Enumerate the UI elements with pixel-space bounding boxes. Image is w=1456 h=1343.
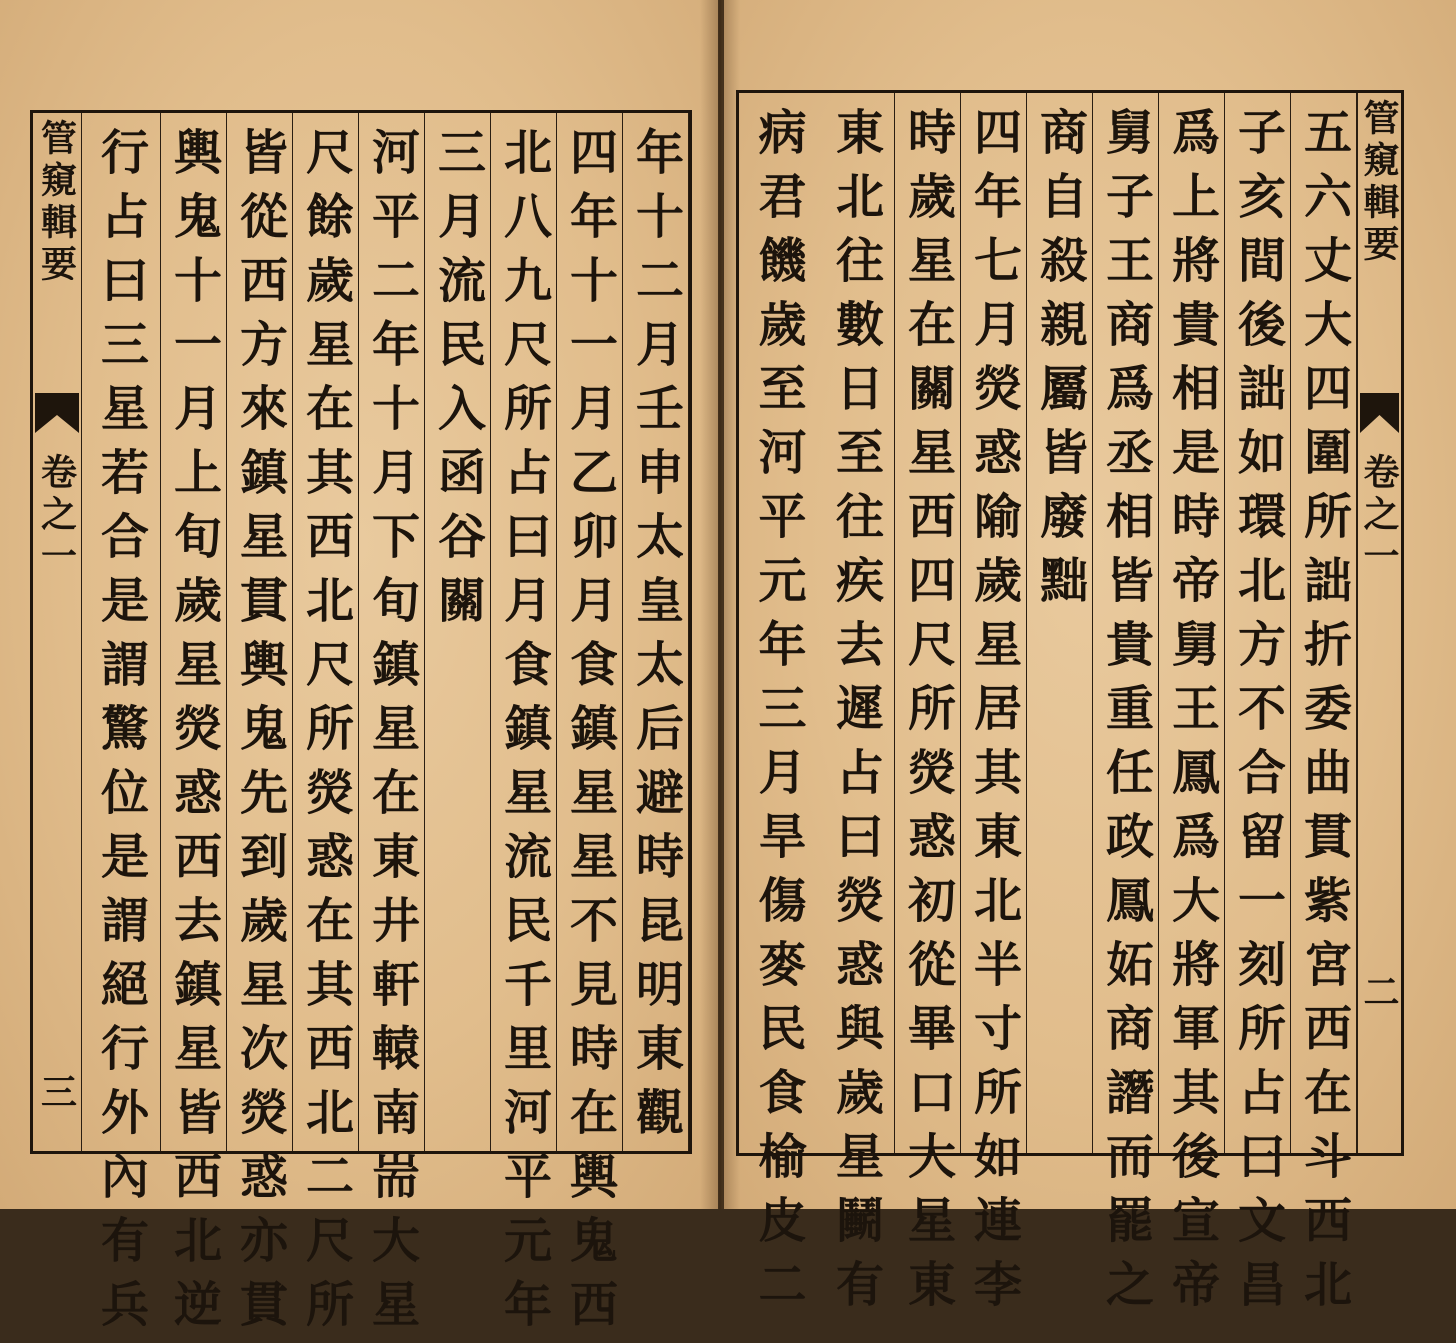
text-column — [1027, 93, 1093, 1153]
text-column — [359, 113, 425, 1343]
text-column — [1159, 93, 1225, 1323]
margin-volume: 卷之一 — [35, 453, 78, 579]
column-text: 病君饑歲至河平元年三月旱傷麥民食榆皮二 — [750, 107, 806, 1323]
column-text: 子亥間後詘如環北方不合留一刻所占曰文昌 — [1229, 107, 1286, 1323]
column-text: 時歲星在關星西四尺所熒惑初從畢口大星東 — [899, 107, 956, 1323]
column-text: 四年七月熒惑隃歲星居其東北半寸所如連李 — [965, 107, 1022, 1323]
text-column — [1291, 93, 1357, 1323]
margin-book-title: 管窺輯要 — [35, 119, 78, 287]
text-column — [1225, 93, 1291, 1323]
column-text: 尺餘歲星在其西北尺所熒惑在其西北二尺所 — [297, 127, 354, 1343]
text-column — [81, 113, 161, 1343]
margin-folio: 三 — [35, 1073, 78, 1115]
fish-tail-mark — [1360, 393, 1399, 433]
margin-folio: 二 — [1358, 973, 1400, 1015]
column-text: 四年十一月乙卯月食鎮星星不見時在輿鬼西 — [561, 127, 618, 1343]
column-text: 輿鬼十一月上旬歲星熒惑西去鎮星皆西北逆 — [165, 127, 222, 1343]
margin-volume: 卷之一 — [1358, 453, 1400, 579]
text-column — [817, 93, 895, 1323]
text-column — [895, 93, 961, 1323]
text-column — [293, 113, 359, 1343]
column-text: 行占曰三星若合是謂驚位是謂絕行外內有兵 — [92, 127, 149, 1343]
text-column — [227, 113, 293, 1343]
column-text: 皆從西方來鎮星貫輿鬼先到歲星次熒惑亦貫 — [231, 127, 288, 1343]
text-column — [161, 113, 227, 1343]
fish-tail-mark — [35, 393, 79, 433]
right-page-margin-column — [1357, 93, 1401, 1153]
text-column — [557, 113, 623, 1343]
text-column — [961, 93, 1027, 1323]
column-text: 北八九尺所占曰月食鎮星流民千里河平元年 — [495, 127, 552, 1343]
column-text: 三月流民入函谷關 — [429, 127, 486, 639]
right-page — [724, 0, 1456, 1323]
left-page-margin-column — [33, 113, 82, 1151]
left-text-frame — [30, 110, 692, 1343]
column-text: 年十二月壬申太皇太后避時昆明東觀 — [627, 127, 684, 1151]
column-text: 河平二年十月下旬鎮星在東井軒轅南耑大星 — [363, 127, 420, 1343]
text-column — [739, 93, 817, 1323]
column-text: 五六丈大四圍所詘折委曲貫紫宮西在斗西北 — [1295, 107, 1352, 1323]
text-column — [623, 113, 689, 1151]
column-text: 爲上將貴相是時帝舅王鳳爲大將軍其後宣帝 — [1163, 107, 1220, 1323]
left-page — [0, 0, 718, 1343]
margin-book-title: 管窺輯要 — [1358, 99, 1400, 267]
book-gutter-shadow — [700, 0, 740, 1209]
text-column — [425, 113, 491, 1151]
column-text: 商自殺親屬皆廢黜 — [1031, 107, 1088, 619]
text-column — [491, 113, 557, 1343]
right-text-frame — [736, 90, 1404, 1323]
text-column — [1093, 93, 1159, 1323]
column-text: 舅子王商爲丞相皆貴重任政鳳妬商譖而罷之 — [1097, 107, 1154, 1323]
column-text: 東北往數日至往疾去遲占曰熒惑與歲星鬭有 — [827, 107, 884, 1323]
